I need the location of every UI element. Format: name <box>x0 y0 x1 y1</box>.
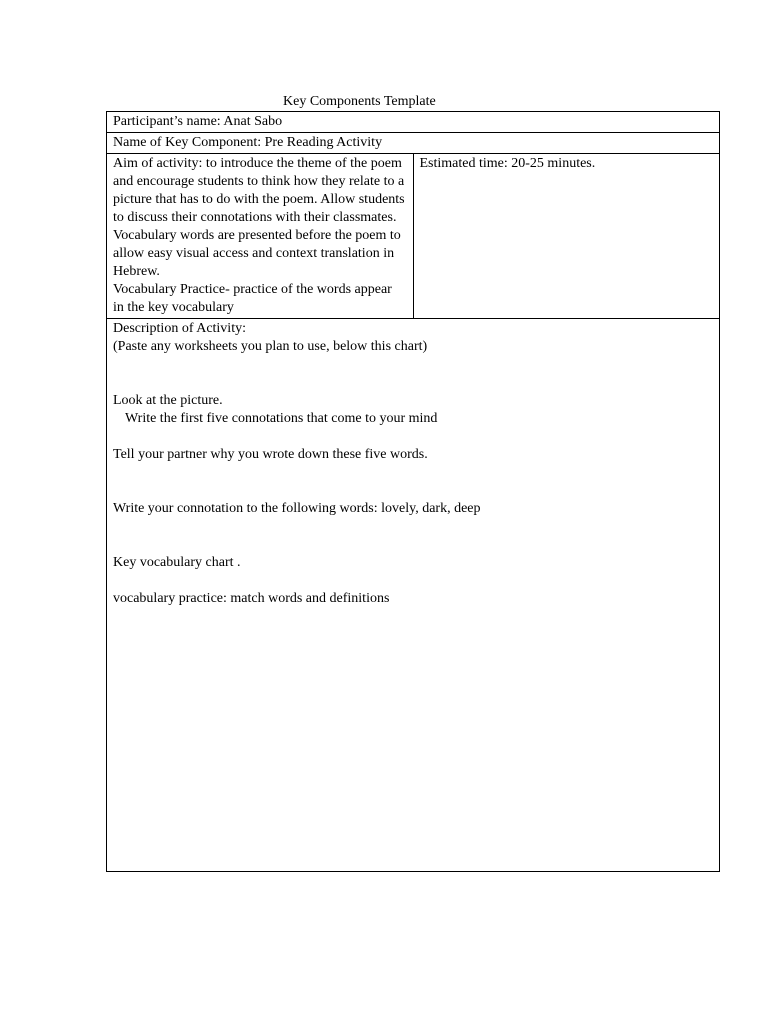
aim-line: and encourage students to think how they relate to a <box>113 174 405 189</box>
paste-note: (Paste any worksheets you plan to use, below this chart) <box>113 339 428 354</box>
aim-line: to discuss their connotations with their classmates. <box>113 210 397 225</box>
aim-line: allow easy visual access and context translation in <box>113 246 395 261</box>
aim-line: Vocabulary Practice- practice of the words appear <box>113 282 392 297</box>
aim-line: in the key vocabulary <box>113 300 234 315</box>
aim-line: picture that has to do with the poem. Allow students <box>113 192 405 207</box>
key-vocabulary-chart: Key vocabulary chart . <box>113 555 241 570</box>
component-row <box>107 133 720 154</box>
description-heading: Description of Activity: <box>113 321 246 336</box>
aim-line: Aim of activity: to introduce the theme of the poem <box>113 156 402 171</box>
instruction-write-five: Write the first five connotations that come to your mind <box>125 411 438 426</box>
aim-line: Hebrew. <box>113 264 160 279</box>
instruction-write-connotation: Write your connotation to the following words: lovely, dark, deep <box>113 501 481 516</box>
estimated-time-cell: Estimated time: 20-25 minutes. <box>413 154 720 319</box>
aim-of-activity-cell <box>107 154 414 319</box>
key-components-table <box>106 111 720 872</box>
key-component-name: Name of Key Component: Pre Reading Activity <box>107 133 720 154</box>
participant-row <box>107 112 720 133</box>
aim-row <box>107 154 720 319</box>
instruction-tell-partner: Tell your partner why you wrote down these five words. <box>113 447 428 462</box>
description-cell <box>107 319 720 872</box>
aim-line: Vocabulary words are presented before the poem to <box>113 228 401 243</box>
participant-name: Participant’s name: Anat Sabo <box>107 112 720 133</box>
instruction-look: Look at the picture. <box>113 393 223 408</box>
document-title: Key Components Template <box>283 94 436 109</box>
vocabulary-practice: vocabulary practice: match words and definitions <box>113 591 390 606</box>
description-row <box>107 319 720 872</box>
